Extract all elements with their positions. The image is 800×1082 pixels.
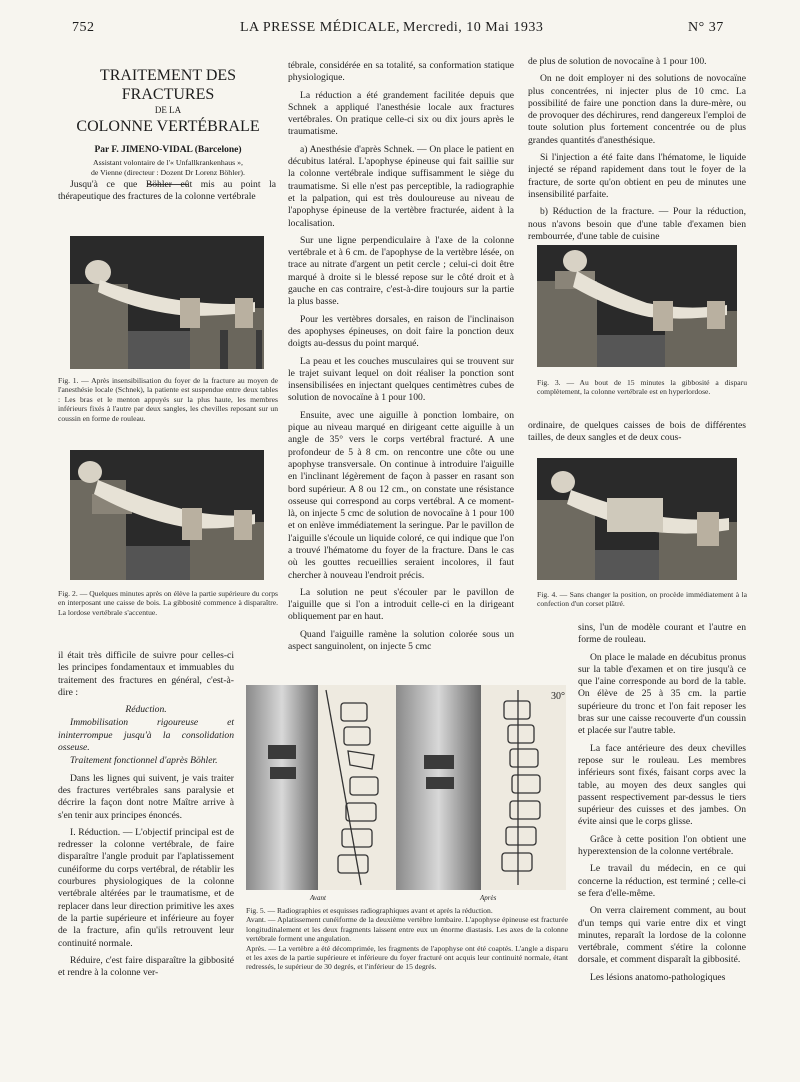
col3b-paragraph-2: La face antérieure des deux chevilles repose sur le rouleau. Les membres inférieurs sont fixés, faisant corps avec la table, au moyen des deux sangles qui passent respectivement par-dessus le tiers supérieur des cuisses et des jambes. On évite ainsi que le corps glisse. — [578, 742, 746, 828]
principle-treatment: Traitement fonctionnel d'après Böhler. — [70, 755, 218, 767]
col2-paragraph-3: a) Anesthésie d'après Schnek. — On place le patient en décubitus latéral. L'apophyse épineuse qui fait saillie sur la colonne vertébrale indique suffisamment le siège du traumatisme. Si elle n'est pas perceptible, la radiographie et la palpation, qui est très douloureuse au niveau de l'apophyse épineuse de la vertèbre fracturée, aident à la localisation. — [288, 143, 514, 229]
author-affiliation-1: Assistant volontaire de l'« Unfallkrankenhaus », — [93, 158, 243, 167]
figure-3-caption: Fig. 3. — Au bout de 15 minutes la gibbosité a disparu complètement, la colonne vertébrale est en hyperlordose. — [537, 378, 747, 397]
column-1-intro — [58, 179, 276, 209]
col3b-paragraph-6: Les lésions anatomo-pathologiques — [590, 971, 726, 983]
column-3-bottom — [578, 622, 746, 989]
issue-date: Mercredi, 10 Mai 1933 — [403, 20, 544, 35]
figure-4-caption: Fig. 4. — Sans changer la position, on procède immédiatement à la confection d'un corset plâtré. — [537, 590, 747, 609]
principle-reduction: Réduction. — [125, 704, 167, 716]
figure-2-caption: Fig. 2. — Quelques minutes après on élève la partie supérieure du corps en interposant une caisse de bois. La gibbosité commence à disparaître. La lordose vertébrale s'accentue. — [58, 589, 278, 617]
column-3-middle — [528, 420, 746, 450]
figure-1-photo — [70, 236, 264, 369]
col2-paragraph-8: La solution ne peut s'écouler par le pavillon de l'aiguille que si l'on a introduit celle-ci en la dirigeant obliquement par en haut. — [288, 586, 514, 623]
paragraph-reduction: I. Réduction. — L'objectif principal est de redresser la colonne vertébrale, de faire disparaître l'angle produit par l'aplatissement cunéiforme du corps vertébral, de rétablir les courbures physiologiques de la colonne vertébrale altérées par le traumatisme, et de replacer dans leur direction primitive les axes de la partie supérieure et inférieure au foyer de la fracture, afin qu'ils retrouvent leur continuité normale. — [58, 826, 234, 949]
page-number: 752 — [72, 20, 95, 35]
paragraph-principles: il était très difficile de suivre pour celles-ci les principes fondamentaux et immuables du traitement des fractures en général, c'est-à-dire : — [58, 650, 234, 698]
figure-5-label-apres: Après — [480, 894, 497, 902]
issue-number: N° 37 — [688, 20, 724, 35]
figure-5-label-avant: Avant — [310, 894, 326, 902]
col3b-paragraph-5: On verra clairement comment, au bout d'un temps qui varie entre dix et vingt minutes, reparaît la lordose de la colonne vertébrale, comment s'étire la colonne dorsale, et comment disparaît la gibbosité. — [578, 905, 746, 966]
col3-paragraph-4: b) Réduction de la fracture. — Pour la réduction, nous n'avons besoin que d'une table d'examen bien rembourrée, d'une table de cuisine — [528, 206, 746, 242]
author-line: Par F. JIMENO-VIDAL (Barcelone) — [94, 145, 242, 155]
figure-5-caption-apres: Après. — La vertèbre a été décomprimée, les fragments de l'apophyse ont été coaptés. L'angle a disparu et les axes de la partie supérieure et inférieure du foyer fracturé ont acquis leur continuité normale, étant redressés, le supérieur de 30 degrés, et l'inférieur de 15 degrés. — [246, 943, 568, 972]
col2-paragraph-2: La réduction a été grandement facilitée depuis que Schnek a appliqué l'anesthésie locale aux fractures vertébrales. On pratique celle-ci six ou dix jours après le traumatisme. — [288, 89, 514, 138]
article-title-line-2: DE LA — [154, 105, 182, 115]
intro-paragraph: Jusqu'à ce que Böhler eût mis au point la thérapeutique des fractures de la colonne vertébrale — [58, 179, 276, 203]
col3-paragraph-1: de plus de solution de novocaïne à 1 pour 100. — [528, 56, 707, 67]
figure-2-photo — [70, 450, 264, 580]
col2-paragraph-6: La peau et les couches musculaires qui se trouvent sur le trajet suivant lequel on doit réaliser la ponction sont insensibilisées en injectant quelques centimètres cubes de solution de novocaïne à 1 pour 100. — [288, 355, 514, 404]
article-title-line-3: COLONNE VERTÉBRALE — [76, 118, 260, 135]
col3b-paragraph-1: On place le malade en décubitus pronus sur la table d'examen et on tire jusqu'à ce que l'aine corresponde au bord de la table. On élève de 25 à 35 cm. la partie supérieure du tronc et l'on fait reposer les bras sur une caisse recouverte d'un coussin et placée sur l'autre table. — [578, 651, 746, 737]
figure-4-photo — [537, 458, 737, 580]
col2-paragraph-7: Ensuite, avec une aiguille à ponction lombaire, on pique au niveau marqué en dirigeant cette aiguille à un angle de 35° vers le corps vertébral fracturé. A une profondeur de 5 à 8 cm. on rencontre une côte ou une apophyse transversale. On continue à introduire l'aiguille en l'inclinant légèrement de façon à passer en rasant son bord supérieur. A 8 ou 12 cm., on constate une résistance osseuse qui correspond au corps vertébral. A ce moment-là, on injecte 5 cmc de solution de novocaïne à 1 pour 100 et on enlève immédiatement la seringue. Par le pavillon de l'aiguille s'écoule un liquide coloré, ce qui indique que l'on a trouvé l'hématome du foyer de la fracture. Dans le cas où les gouttes recueillies seraient incolores, il faut chercher à nouveau l'endroit précis. — [288, 409, 514, 581]
principle-immobilisation: Immobilisation rigoureuse et ininterrompue jusqu'à la consolidation osseuse. — [58, 717, 234, 754]
col3b-paragraph-3: Grâce à cette position l'on obtient une hyperextension de la colonne vertébrale. — [578, 833, 746, 858]
col2-paragraph-9: Quand l'aiguille ramène la solution colorée sous un aspect sanguinolent, on injecte 5 cmc — [288, 628, 514, 653]
figure-5-xray — [246, 685, 566, 890]
paragraph-lignes: Dans les lignes qui suivent, je vais traiter des fractures vertébrales sans paralysie et décrire la façon dont notre Maître arrive à s'en tenir aux principes énoncés. — [58, 772, 234, 821]
col2-paragraph-4: Sur une ligne perpendiculaire à l'axe de la colonne vertébrale et à 6 cm. de l'apophyse de la vertèbre lésée, on trace au nitrate d'argent un petit cercle ; celui-ci doit être marqué à droite si le blessé repose sur le côté droit et à gauche en cas contraire, c'est-à-dire toujours sur la partie la plus basse. — [288, 234, 514, 308]
col3-paragraph-2: On ne doit employer ni des solutions de novocaïne plus concentrées, ni injecter plus de 10 cmc. La possibilité de faire une ponction dans la dure-mère, ou de provoquer des déchirures, rend dangereux l'emploi de toute solution plus fortement concentrée ou de plus grandes quantités d'anesthésique. — [528, 73, 746, 146]
article-title-block — [52, 66, 284, 185]
col3b-paragraph-4: Le travail du médecin, en ce qui concerne la réduction, est terminé ; celle-ci se fera d'elle-même. — [578, 863, 746, 899]
col3-paragraph-5: ordinaire, de quelques caisses de bois de différentes tailles, de deux sangles et de deux cous- — [528, 420, 746, 444]
col3-paragraph-3: Si l'injection a été faite dans l'hématome, le liquide injecté se répand rapidement dans tout le foyer de la fracture, de sorte qu'on obtient en peu de minutes une insensibilité parfaite. — [528, 152, 746, 200]
column-1-continuation — [58, 650, 234, 984]
figure-5-angle-label: 30° — [551, 691, 565, 702]
col2-paragraph-1: tébrale, considérée en sa totalité, sa conformation statique physiologique. — [288, 60, 514, 84]
article-title-line-1: TRAITEMENT DES FRACTURES — [99, 67, 237, 103]
journal-name: LA PRESSE MÉDICALE, — [240, 20, 401, 35]
column-2 — [288, 60, 514, 658]
column-3-top — [528, 56, 746, 248]
figure-1-caption: Fig. 1. — Après insensibilisation du foyer de la fracture au moyen de l'anesthésie locale (Schnek), la patiente est suspendue entre deux tables : Les bras et le menton appuyés sur la plus haute, les membres inférieurs fixés à l'autre par deux sangles, les chevilles reposant sur un coussin en forme de rouleau. — [58, 376, 278, 423]
figure-5-caption-main: Fig. 5. — Radiographies et esquisses radiographiques avant et après la réduction. — [246, 906, 493, 915]
col3-paragraph-6: sins, l'un de modèle courant et l'autre en forme de rouleau. — [578, 622, 746, 646]
figure-5-caption-avant: Avant. — Aplatissement cunéiforme de la deuxième vertèbre lombaire. L'apophyse épineuse est fracturée longitudinalement et les deux fragments laissent entre eux un énorme diastasis. Les axes de la colonne vertébrale forment une angulation. — [246, 915, 568, 944]
figure-3-photo — [537, 245, 737, 367]
col2-paragraph-5: Pour les vertèbres dorsales, en raison de l'inclinaison des apophyses épineuses, on doit faire la ponction deux doigts au-dessus du point marqué. — [288, 313, 514, 350]
author-affiliation-2: de Vienne (directeur : Dozent Dr Lorenz Böhler). — [91, 168, 245, 177]
paragraph-reduire: Réduire, c'est faire disparaître la gibbosité et rendre à la colonne ver- — [58, 954, 234, 979]
figure-5-caption — [246, 906, 568, 972]
